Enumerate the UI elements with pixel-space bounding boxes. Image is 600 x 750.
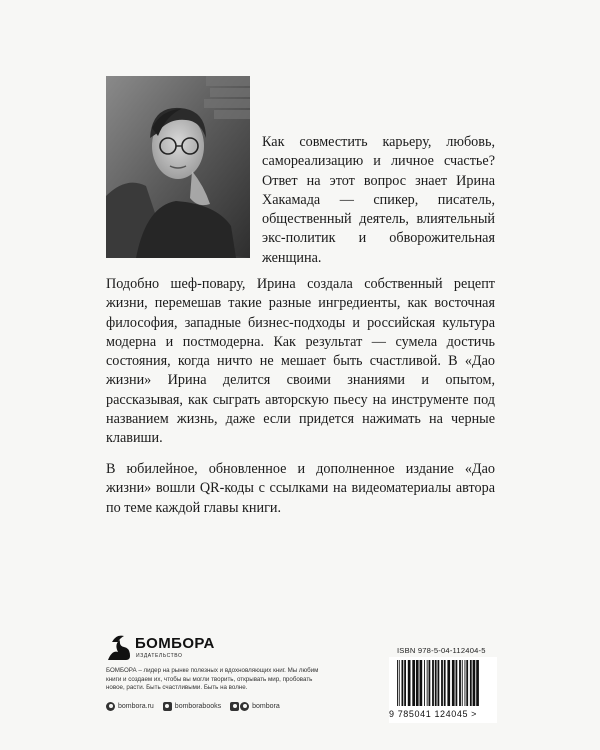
publisher-logo — [106, 630, 256, 666]
barcode-bar — [466, 660, 468, 706]
publisher-logo-icon — [106, 632, 132, 662]
telegram-icon — [240, 702, 249, 711]
barcode-bar — [435, 660, 437, 706]
social-link-vk-telegram — [230, 702, 280, 711]
description-paragraph-2: В юбилейное, обновленное и дополненное издание «Дао жизни» вошли QR-коды с ссылками на видеоматериалы автора по теме каждой главы книги. — [106, 461, 495, 516]
barcode-bar — [402, 660, 404, 706]
isbn-label: ISBN 978-5-04-112404-5 — [397, 646, 486, 655]
barcode-bar — [424, 660, 425, 706]
social-link-instagram — [163, 702, 221, 711]
vk-icon — [230, 702, 239, 711]
barcode-bar — [470, 660, 472, 706]
author-photo — [106, 76, 250, 258]
social-label-vk-telegram: bombora — [252, 702, 280, 710]
barcode-bar — [459, 660, 461, 706]
barcode — [389, 657, 497, 723]
social-label-instagram: bomborabooks — [174, 702, 222, 710]
social-link-website — [106, 702, 154, 711]
barcode-bar — [456, 660, 458, 706]
social-label-website: bombora.ru — [118, 702, 154, 710]
description-paragraph-1: Подобно шеф-повару, Ирина создала собственный рецепт жизни, перемешав такие разные ингредиенты, как восточная философия, западные бизнес-подходы и российская культура модерна и постмодерна. Как результат — сумела достичь состояния, когда ничто не мешает быть счастливой. В «Дао жизни» Ирина делится своими знаниями и опытом, рассказывая, как сыграть авторскую пьесу на инструменте под названием жизнь, даже если придется нажимать на черные клавиши. — [106, 276, 495, 447]
publisher-tagline: БОМБОРА – лидер на рынке полезных и вдохновляющих книг. Мы любим книги и создаем их, чтобы вы могли творить, открывать мир, пробовать новое, расти. Быть счастливыми. Быть на волне. — [106, 667, 319, 691]
barcode-bar — [462, 660, 463, 706]
intro-text: Как совместить карьеру, любовь, самореализацию и личное счастье? Ответ на этот вопрос знает Ирина Хакамада — спикер, писатель, общественный деятель, влиятельный экс-политик и обворожительная женщина. — [262, 134, 495, 266]
publisher-name: БОМБОРА — [135, 635, 215, 652]
barcode-bar — [408, 660, 411, 706]
instagram-icon — [163, 702, 172, 711]
barcode-bar — [473, 660, 476, 706]
barcode-bar — [420, 660, 423, 706]
barcode-bar — [397, 660, 398, 706]
barcode-bar — [452, 660, 455, 706]
publisher-subtitle: ИЗДАТЕЛЬСТВО — [136, 653, 183, 659]
barcode-bar — [444, 660, 446, 706]
globe-icon — [106, 702, 115, 711]
publisher-socials — [106, 700, 289, 712]
barcode-bar — [412, 660, 415, 706]
barcode-bar — [427, 660, 428, 706]
barcode-bars — [395, 660, 491, 708]
barcode-bar — [429, 660, 431, 706]
barcode-bar — [432, 660, 434, 706]
barcode-bar — [447, 660, 450, 706]
barcode-bar — [399, 660, 400, 706]
barcode-bar — [404, 660, 406, 706]
barcode-bar — [476, 660, 479, 706]
barcode-bar — [441, 660, 443, 706]
barcode-number: 9 785041 124045 > — [389, 709, 478, 719]
barcode-bar — [465, 660, 466, 706]
barcode-bar — [438, 660, 440, 706]
barcode-bar — [416, 660, 419, 706]
